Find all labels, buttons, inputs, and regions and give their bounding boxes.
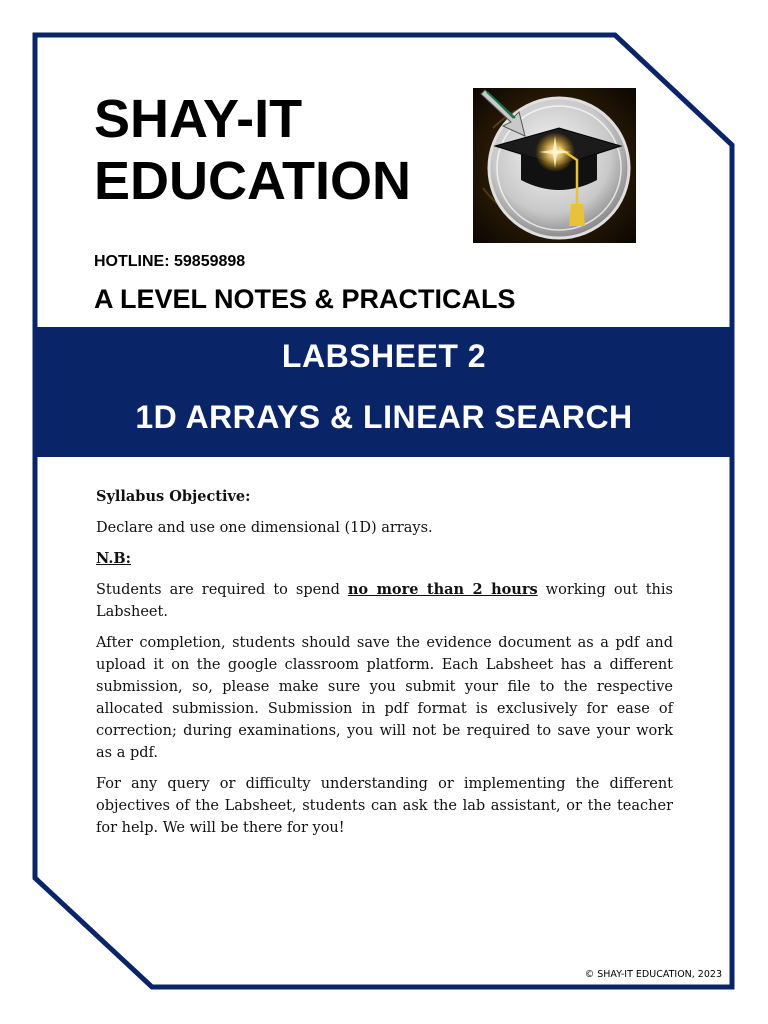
submission-instructions: After completion, students should save the evidence document as a pdf and upload it on the google classroom platform. Each Labsheet has a different submission, so, please make sure you submit your file to the respective allocated submission. Submission in pdf format is exclusively for ease of correction; during examinations, you will not be required to save your work as a pdf. <box>96 635 673 761</box>
organization-name-line-1: SHAY-IT <box>94 89 303 149</box>
time-limit-text-start: Students are required to spend <box>96 582 348 598</box>
organization-name-line-2: EDUCATION <box>94 151 411 211</box>
time-limit-emphasis: no more than 2 hours <box>347 581 538 598</box>
nb-heading: N.B: <box>96 550 131 567</box>
graduation-cap-icon <box>473 88 636 243</box>
organization-name <box>94 88 411 212</box>
labsheet-title-banner <box>37 327 731 457</box>
syllabus-objective-heading: Syllabus Objective: <box>96 488 251 505</box>
tagline: A LEVEL NOTES & PRACTICALS <box>94 284 516 314</box>
labsheet-topic: 1D ARRAYS & LINEAR SEARCH <box>135 399 633 435</box>
time-limit-text-end: working out this Labsheet. <box>96 582 673 620</box>
hotline-number: HOTLINE: 59859898 <box>94 253 246 270</box>
labsheet-number: LABSHEET 2 <box>281 338 487 374</box>
help-instructions: For any query or difficulty understanding or implementing the different objectives of the Labsheet, students can ask the lab assistant, or the teacher for help. We will be there for you! <box>96 776 673 836</box>
nb-section <box>96 548 673 570</box>
syllabus-objective-text: Declare and use one dimensional (1D) arrays. <box>96 520 433 536</box>
copyright-footer: © SHAY-IT EDUCATION, 2023 <box>584 969 722 980</box>
instructions-section <box>96 486 673 848</box>
time-limit-paragraph <box>96 579 673 623</box>
